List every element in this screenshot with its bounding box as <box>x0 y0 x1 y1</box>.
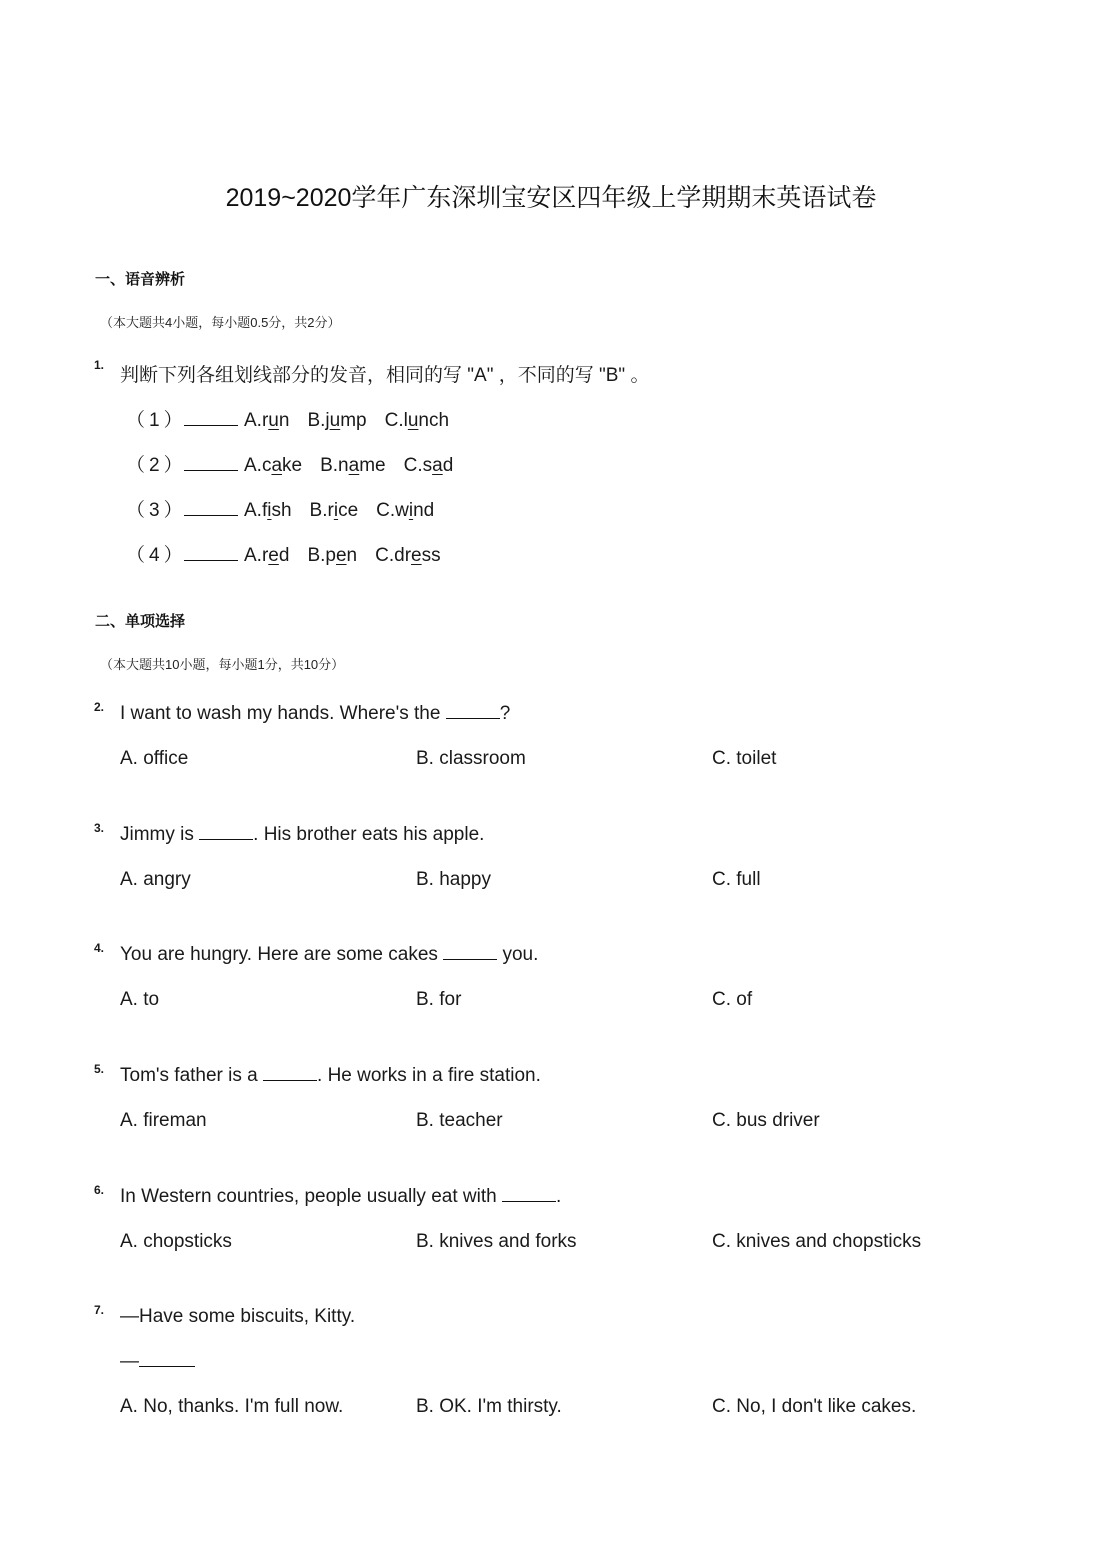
option-c[interactable]: C. toilet <box>712 748 777 769</box>
page-title: 2019~2020学年广东深圳宝安区四年级上学期期末英语试卷 <box>225 184 877 212</box>
word-b: B.name <box>320 455 386 476</box>
option-c[interactable]: C. bus driver <box>712 1110 820 1131</box>
option-a[interactable]: A. fireman <box>120 1110 207 1131</box>
option-b[interactable]: B. happy <box>416 869 491 890</box>
word-b: B.jump <box>307 410 367 431</box>
question-number: 6. <box>94 1183 105 1197</box>
phonics-item-3 <box>126 495 452 522</box>
phonics-item-2 <box>126 450 471 477</box>
question-stem: 判断下列各组划线部分的发音，相同的写 "A" ，不同的写 "B" 。 <box>120 365 650 386</box>
option-a[interactable]: A. office <box>120 748 189 769</box>
answer-blank[interactable] <box>184 500 238 516</box>
dialogue-line-2: — <box>120 1351 195 1373</box>
option-a[interactable]: A. No, thanks. I'm full now. <box>120 1396 344 1417</box>
question-number: 2. <box>94 700 105 714</box>
section-note-choice: （本大题共10小题，每小题1分，共10分） <box>100 657 345 672</box>
section-note-phonics: （本大题共4小题，每小题0.5分，共2分） <box>100 315 341 330</box>
question-number: 7. <box>94 1303 105 1317</box>
option-a[interactable]: A. angry <box>120 869 191 890</box>
item-index: （4） <box>126 545 187 566</box>
item-index: （2） <box>126 455 187 476</box>
option-c[interactable]: C. of <box>712 989 753 1010</box>
answer-blank[interactable] <box>443 944 497 960</box>
question-number: 3. <box>94 821 105 835</box>
question-stem: In Western countries, people usually eat with . <box>120 1186 562 1207</box>
question-number: 4. <box>94 941 105 955</box>
answer-blank[interactable] <box>263 1065 317 1081</box>
answer-blank[interactable] <box>184 410 238 426</box>
option-b[interactable]: B. OK. I'm thirsty. <box>416 1396 562 1417</box>
option-b[interactable]: B. classroom <box>416 748 526 769</box>
word-c: C.lunch <box>384 410 450 431</box>
word-a: A.red <box>244 545 290 566</box>
question-number: 5. <box>94 1062 105 1076</box>
option-c[interactable]: C. knives and chopsticks <box>712 1231 922 1252</box>
question-stem: Tom's father is a . He works in a fire station. <box>120 1065 541 1086</box>
word-a: A.run <box>244 410 290 431</box>
word-b: B.rice <box>309 500 359 521</box>
word-c: C.dress <box>375 545 441 566</box>
answer-blank[interactable] <box>446 703 500 719</box>
question-stem: Jimmy is . His brother eats his apple. <box>120 824 485 845</box>
phonics-item-4 <box>126 540 459 567</box>
word-a: A.cake <box>244 455 303 476</box>
option-a[interactable]: A. chopsticks <box>120 1231 232 1252</box>
answer-blank[interactable] <box>184 545 238 561</box>
word-b: B.pen <box>307 545 358 566</box>
answer-blank[interactable] <box>184 455 238 471</box>
word-c: C.sad <box>403 455 454 476</box>
answer-blank[interactable] <box>502 1186 556 1202</box>
section-heading-choice: 二、单项选择 <box>95 613 186 630</box>
phonics-item-1 <box>126 405 467 432</box>
item-index: （1） <box>126 410 187 431</box>
option-b[interactable]: B. for <box>416 989 462 1010</box>
section-heading-phonics: 一、语音辨析 <box>95 271 186 288</box>
item-index: （3） <box>126 500 187 521</box>
option-c[interactable]: C. No, I don't like cakes. <box>712 1396 917 1417</box>
answer-blank[interactable] <box>139 1351 195 1367</box>
question-stem: You are hungry. Here are some cakes you. <box>120 944 539 965</box>
answer-blank[interactable] <box>199 824 253 840</box>
option-b[interactable]: B. teacher <box>416 1110 503 1131</box>
option-a[interactable]: A. to <box>120 989 160 1010</box>
dialogue-line-1: —Have some biscuits, Kitty. <box>120 1306 356 1327</box>
question-number: 1. <box>94 358 105 372</box>
option-b[interactable]: B. knives and forks <box>416 1231 577 1252</box>
option-c[interactable]: C. full <box>712 869 761 890</box>
word-c: C.wind <box>376 500 435 521</box>
question-stem: I want to wash my hands. Where's the ? <box>120 703 511 724</box>
word-a: A.fish <box>244 500 292 521</box>
